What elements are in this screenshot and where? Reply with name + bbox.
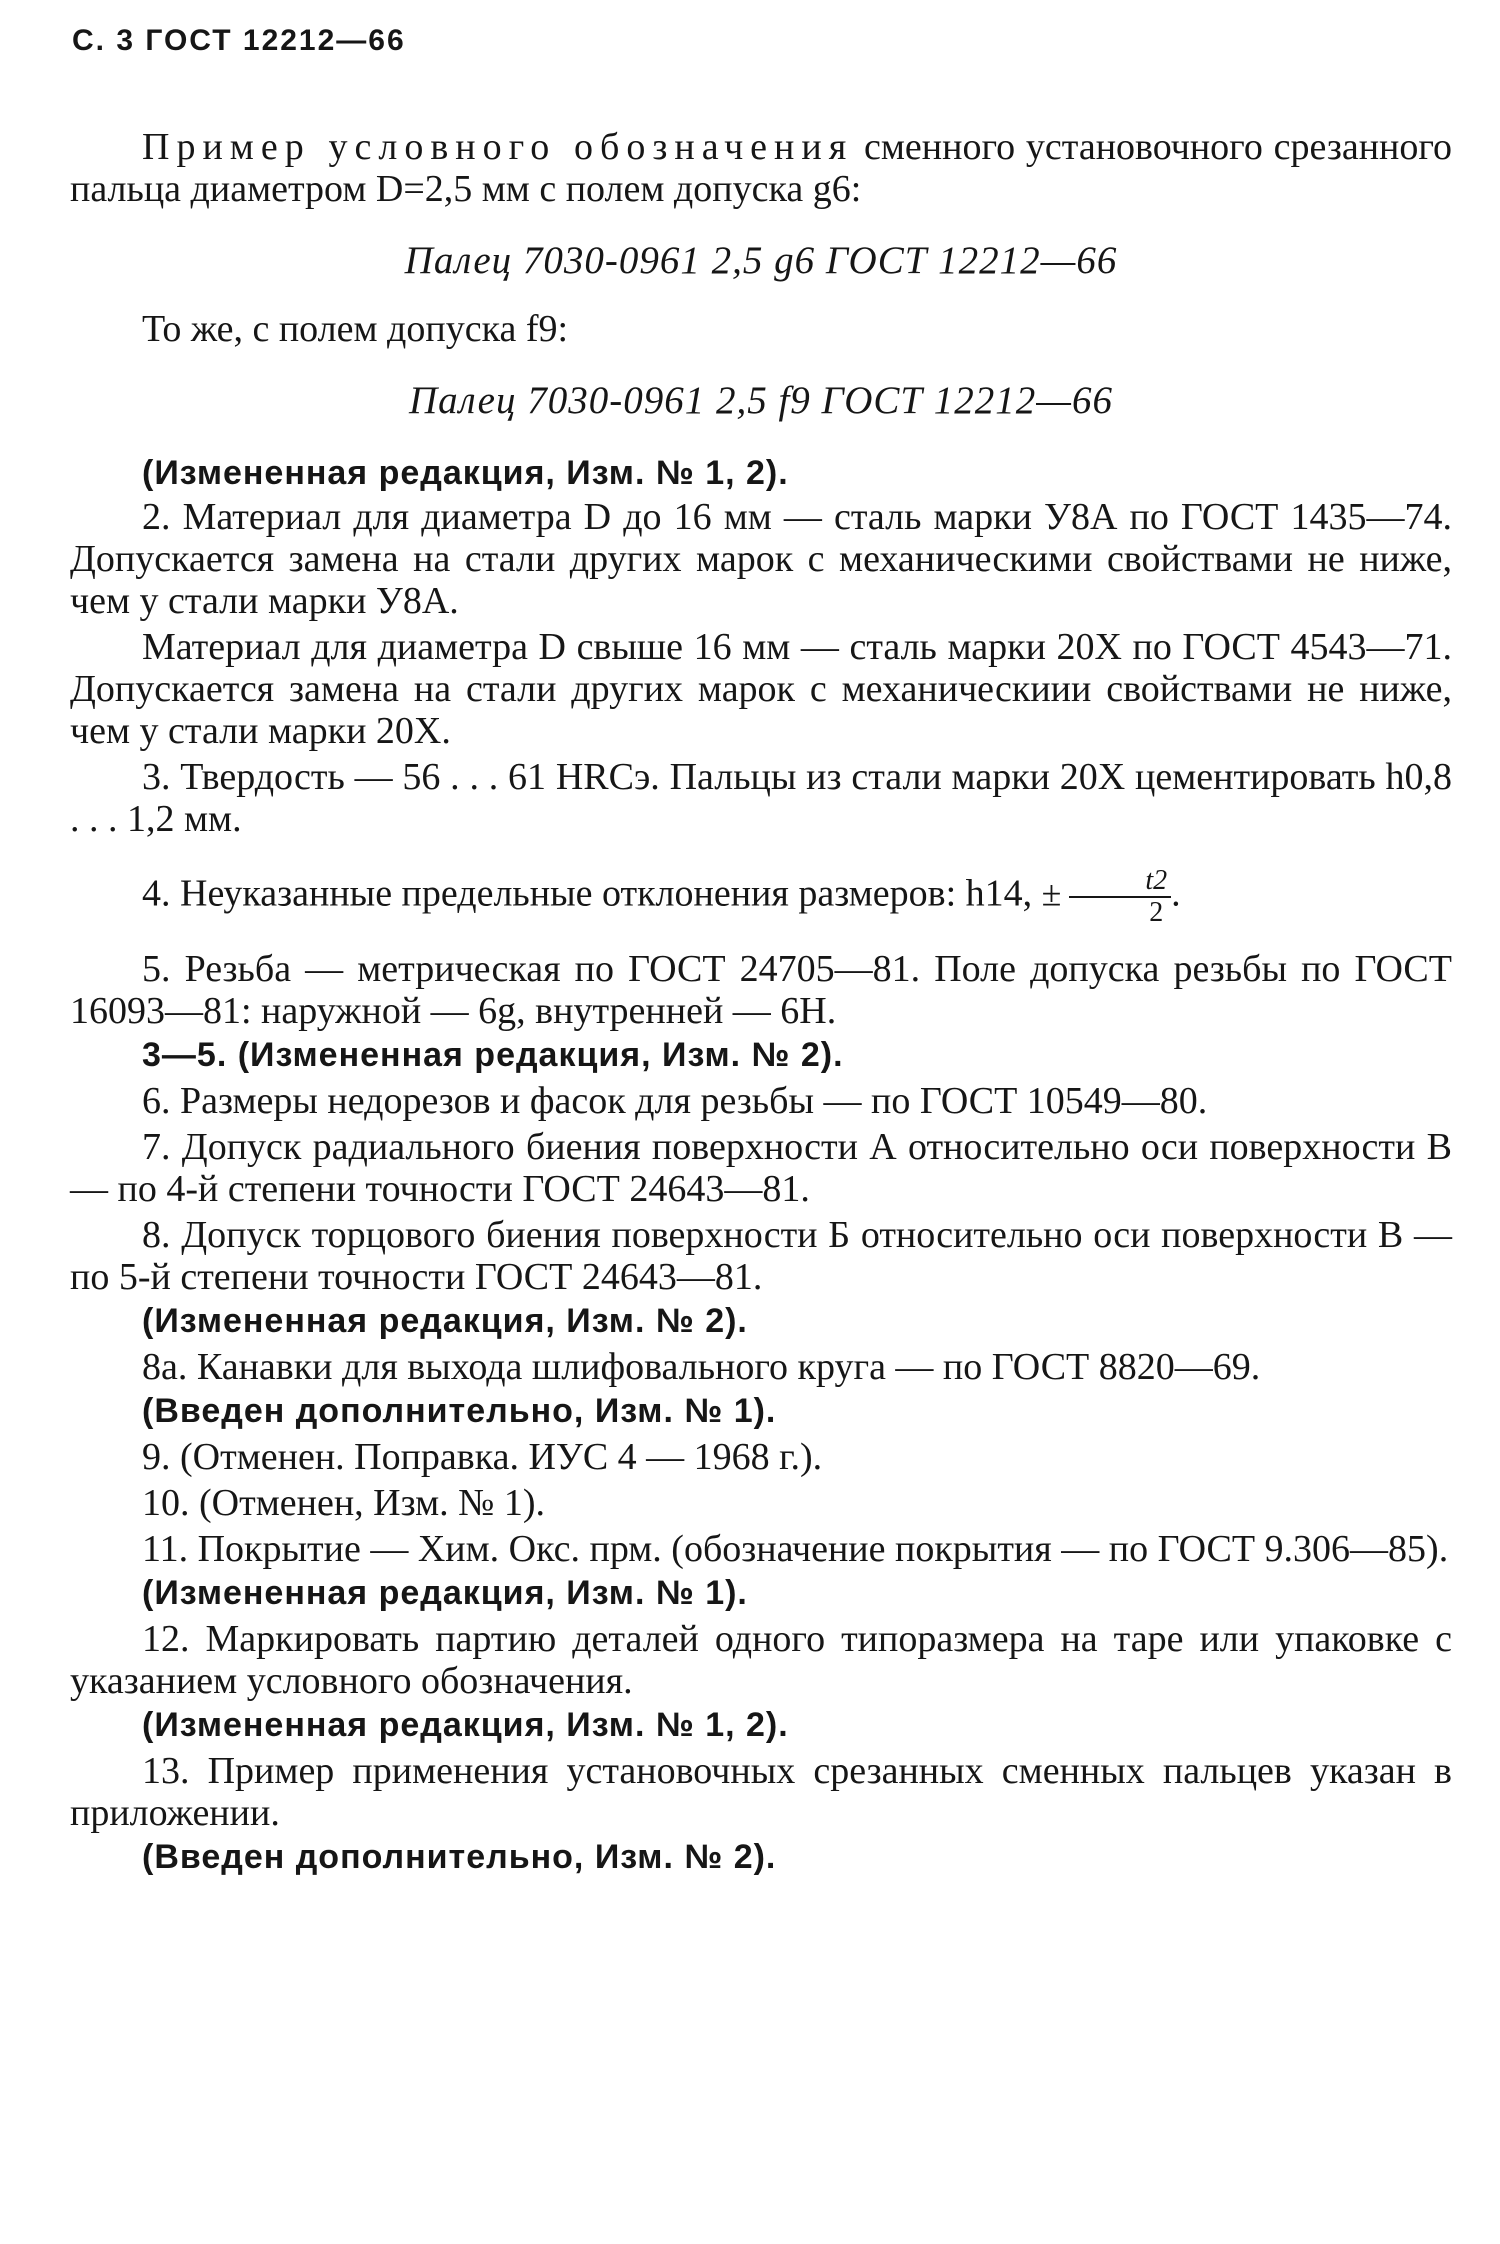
item-7-radial-runout: 7. Допуск радиального биения поверхности А относительно оси поверхности В — по 4-й степени точности ГОСТ 24643—81. <box>70 1126 1452 1210</box>
designation-formula-f9: Палец 7030-0961 2,5 f9 ГОСТ 12212—66 <box>409 379 1113 422</box>
item-4-tolerances: 4. Неуказанные предельные отклонения размеров: h14, ± $\frac{t2}{2}$ . <box>142 865 1181 928</box>
fraction-numerator: t2 <box>1069 866 1171 898</box>
item-6-undercuts: 6. Размеры недорезов и фасок для резьбы — по ГОСТ 10549—80. <box>142 1080 1208 1122</box>
page-header: С. 3 ГОСТ 12212—66 <box>72 24 406 57</box>
item-5-thread: 5. Резьба — метрическая по ГОСТ 24705—81. Поле допуска резьбы по ГОСТ 16093—81: наружной — 6g, внутренней — 6H. <box>70 948 1452 1032</box>
item-2-material-large: Материал для диаметра D свыше 16 мм — сталь марки 20Х по ГОСТ 4543—71. Допускается замена на стали других марок с механическиии свойствами не ниже, чем у стали марки 20Х. <box>70 626 1452 752</box>
item-4-text: 4. Неуказанные предельные отклонения размеров: h14, <box>142 872 1033 915</box>
plus-minus-sign: ± <box>1041 873 1062 914</box>
item-8-face-runout: 8. Допуск торцового биения поверхности Б относительно оси поверхности В — по 5-й степени точности ГОСТ 24643—81. <box>70 1214 1452 1298</box>
edit-note: (Измененная редакция, Изм. № 1). <box>142 1574 748 1612</box>
designation-formula-g6: Палец 7030-0961 2,5 g6 ГОСТ 12212—66 <box>404 239 1118 282</box>
item-13-application: 13. Пример применения установочных срезанных сменных пальцев указан в приложении. <box>70 1750 1452 1834</box>
edit-note: (Измененная редакция, Изм. № 2). <box>142 1302 748 1340</box>
fraction-denominator: 2 <box>1149 897 1164 928</box>
designation-example-text: сменного установочного срезанного пальца диаметром D=2,5 мм с полем допуска g6: <box>70 126 1453 210</box>
edit-note: (Введен дополнительно, Изм. № 2). <box>142 1838 777 1876</box>
fraction-t2-over-2 <box>1069 866 1171 928</box>
designation-example-lead: Пример условного обозначения <box>142 126 854 168</box>
document-body <box>70 126 1452 1880</box>
same-tolerance-line: То же, с полем допуска f9: <box>142 308 569 350</box>
item-9-cancelled: 9. (Отменен. Поправка. ИУС 4 — 1968 г.). <box>142 1436 823 1478</box>
item-2-material: 2. Материал для диаметра D до 16 мм — сталь марки У8А по ГОСТ 1435—74. Допускается замена на стали других марок с механическими свойствами не ниже, чем у стали марки У8А. <box>70 496 1452 622</box>
designation-example-paragraph <box>70 126 1452 210</box>
edit-note: (Измененная редакция, Изм. № 1, 2). <box>142 454 789 492</box>
item-8a-grooves: 8а. Канавки для выхода шлифовального круга — по ГОСТ 8820—69. <box>142 1346 1261 1388</box>
item-3-hardness: 3. Твердость — 56 . . . 61 HRCэ. Пальцы из стали марки 20Х цементировать h0,8 . . . 1,2 мм. <box>70 756 1452 840</box>
item-12-marking: 12. Маркировать партию деталей одного типоразмера на таре или упаковке с указанием условного обозначения. <box>70 1618 1452 1702</box>
edit-note: (Измененная редакция, Изм. № 1, 2). <box>142 1706 789 1744</box>
edit-note: 3—5. (Измененная редакция, Изм. № 2). <box>142 1036 844 1074</box>
edit-note: (Введен дополнительно, Изм. № 1). <box>142 1392 777 1430</box>
item-11-coating: 11. Покрытие — Хим. Окс. прм. (обозначение покрытия — по ГОСТ 9.306—85). <box>142 1528 1449 1570</box>
item-10-cancelled: 10. (Отменен, Изм. № 1). <box>142 1482 546 1524</box>
